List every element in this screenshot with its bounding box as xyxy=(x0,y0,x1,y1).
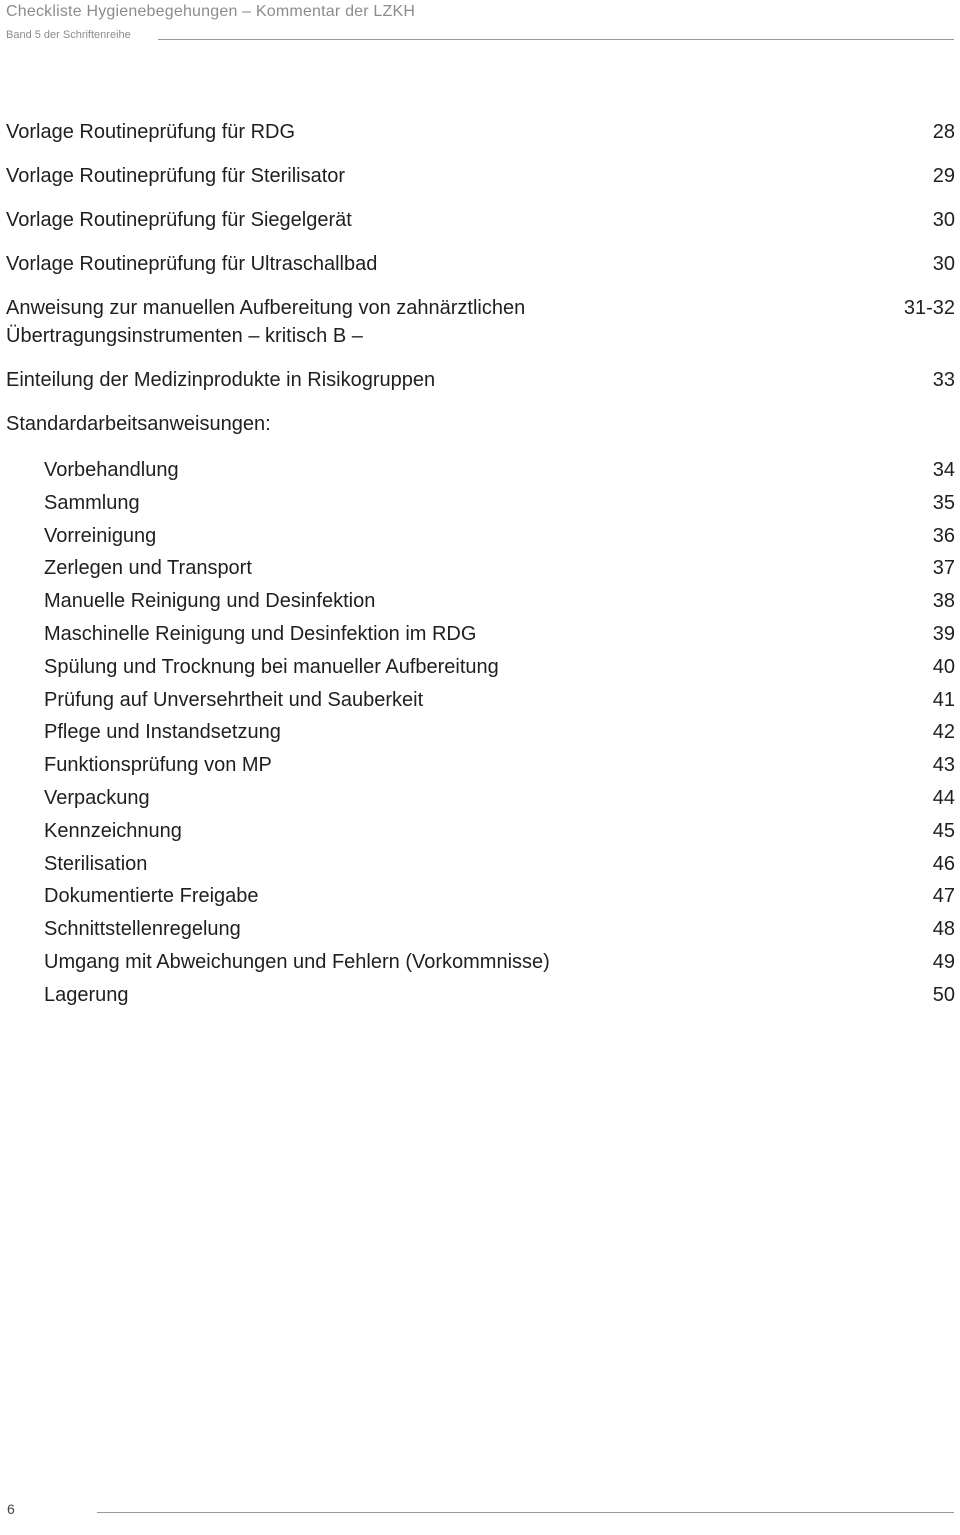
toc-entry-page: 33 xyxy=(932,369,955,391)
toc-entry xyxy=(6,520,955,553)
toc-entry xyxy=(6,552,955,585)
toc-entry-label: Kennzeichnung xyxy=(44,819,182,842)
toc-entry-label: Maschinelle Reinigung und Desinfektion im RDG xyxy=(44,622,477,645)
toc-entry-page: 41 xyxy=(932,688,955,711)
toc-entry xyxy=(6,585,955,618)
toc-entry-page: 44 xyxy=(932,786,955,809)
toc-entry-label: Vorlage Routineprüfung für Sterilisator xyxy=(6,165,346,187)
toc-entry xyxy=(6,618,955,651)
toc-entry xyxy=(6,880,955,913)
toc-entry-page: 30 xyxy=(932,209,955,231)
toc-entry-label: Prüfung auf Unversehrtheit und Sauberkeit xyxy=(44,688,424,711)
toc-entry-page: 47 xyxy=(932,885,955,908)
toc-entry-page: 35 xyxy=(932,491,955,514)
toc-entry-page: 48 xyxy=(932,918,955,941)
toc-entry xyxy=(6,487,955,520)
toc-entry-label: Umgang mit Abweichungen und Fehlern (Vorkommnisse) xyxy=(44,950,550,973)
toc-entry-page: 39 xyxy=(932,622,955,645)
toc-entry-label: Funktionsprüfung von MP xyxy=(44,754,272,777)
toc-entry-label: Pflege und Instandsetzung xyxy=(44,721,281,744)
document-header-title: Checkliste Hygienebegehungen – Kommentar der LZKH xyxy=(6,3,416,20)
toc-entry-label: Vorlage Routineprüfung für Siegelgerät xyxy=(6,209,352,231)
toc-entry xyxy=(6,684,955,717)
toc-entry-page: 42 xyxy=(932,721,955,744)
toc-entry xyxy=(6,454,955,487)
toc-entry-page: 50 xyxy=(932,983,955,1006)
toc-entry-page: 38 xyxy=(932,590,955,613)
toc-entry-page: 36 xyxy=(932,524,955,547)
toc-entry xyxy=(6,118,955,146)
toc-entry-page: 30 xyxy=(932,253,955,275)
toc-entry xyxy=(6,651,955,684)
toc-entry xyxy=(6,946,955,979)
toc-entry-label: Verpackung xyxy=(44,786,150,809)
toc-list xyxy=(6,118,955,1012)
toc-entry-label: Anweisung zur manuellen Aufbereitung von zahnärztlichen Übertragungsinstrumenten – kritisch B – xyxy=(6,297,526,347)
toc-entry xyxy=(6,979,955,1012)
toc-entry-page: 40 xyxy=(932,655,955,678)
toc-entry xyxy=(6,366,955,394)
toc-entry-label: Dokumentierte Freigabe xyxy=(44,885,259,908)
toc-entry-page: 31-32 xyxy=(903,297,955,319)
toc-entry-page: 49 xyxy=(932,950,955,973)
toc-entry-page: 34 xyxy=(932,459,955,481)
toc-entry-label: Vorlage Routineprüfung für Ultraschallbad xyxy=(6,253,378,275)
footer-page-number: 6 xyxy=(7,1501,15,1517)
toc-entry xyxy=(6,162,955,190)
toc-entry-label: Schnittstellenregelung xyxy=(44,918,241,941)
footer-divider-line xyxy=(97,1512,954,1513)
toc-entry-page: 28 xyxy=(932,121,955,143)
toc-entry xyxy=(6,410,955,438)
toc-entry-label: Vorbehandlung xyxy=(44,459,179,481)
toc-entry xyxy=(6,782,955,815)
document-header-subtitle: Band 5 der Schriftenreihe xyxy=(6,29,131,41)
toc-entry-label: Manuelle Reinigung und Desinfektion xyxy=(44,590,376,613)
toc-entry xyxy=(6,749,955,782)
toc-entry-page: 43 xyxy=(932,754,955,777)
header-divider-line xyxy=(158,39,954,40)
toc-entry xyxy=(6,848,955,881)
toc-entry-page: 37 xyxy=(932,557,955,580)
toc-entry-label: Zerlegen und Transport xyxy=(44,557,252,580)
toc-entry xyxy=(6,250,955,278)
toc-entry xyxy=(6,716,955,749)
toc-entry xyxy=(6,206,955,234)
toc-entry-label: Sammlung xyxy=(44,491,140,514)
toc-entry-page: 29 xyxy=(932,165,955,187)
toc-entry-label: Spülung und Trocknung bei manueller Aufbereitung xyxy=(44,655,499,678)
toc-entry xyxy=(6,294,955,350)
toc-entry-page: 45 xyxy=(932,819,955,842)
toc-entry-label: Vorreinigung xyxy=(44,524,157,547)
toc-entry-label: Sterilisation xyxy=(44,852,148,875)
toc-entry-label: Vorlage Routineprüfung für RDG xyxy=(6,121,296,143)
toc-entry-label: Standardarbeitsanweisungen: xyxy=(6,413,271,435)
toc-entry xyxy=(6,815,955,848)
toc-entry xyxy=(6,913,955,946)
toc-entry-label: Lagerung xyxy=(44,983,129,1006)
toc-entry-label: Einteilung der Medizinprodukte in Risikogruppen xyxy=(6,369,436,391)
toc-entry-page: 46 xyxy=(932,852,955,875)
